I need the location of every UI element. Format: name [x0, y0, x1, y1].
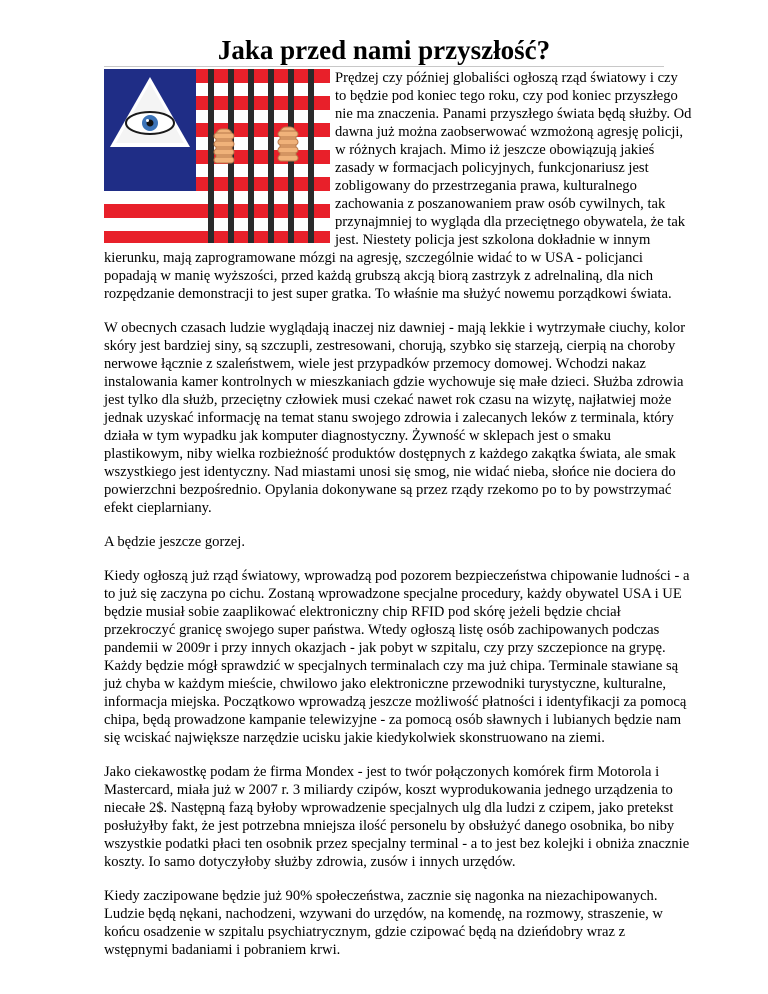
- eye-pyramid-flag-illustration: [104, 69, 330, 243]
- paragraph-6: Kiedy zaczipowane będzie już 90% społeczeństwa, zacznie się nagonka na niezachipowanych. Ludzie będą nękani, nachodzeni, wzywani do urzędów, na komendę, na rozmowy, straszenie, w końcu osadzenie w szpitalu psychiatrycznym, gdzie czipować będą na dzieńdobry wraz z wstępnymi badaniami i pobraniem krwi.: [104, 888, 663, 958]
- paragraph-5: Jako ciekawostkę podam że firma Mondex - jest to twór połączonych komórek firm Motorola i Mastercard, miała już w 2007 r. 3 miliardy czipów, koszt wyprodukowania jednego urządzenia to niecałe 2$. Następną fazą byłoby wprowadzenie specjalnych ulg dla ludzi z czipem, jako pretekst posłużyłby fakt, że jest potrzebna mniejsza ilość personelu by obsłużyć danego osobnika, bo niby wszystkie podatki płaci ten osobnik przez specjalny terminal - a to jest bez kolejki i obniża znacznie koszty. Io samo dotyczyłoby służby zdrowia, zusów i innych urzędów.: [104, 764, 690, 870]
- article-body: [104, 69, 692, 975]
- paragraph-3: A będzie jeszcze gorzej.: [104, 534, 245, 550]
- page-title: Jaka przed nami przyszłość?: [217, 35, 551, 66]
- paragraph-2: W obecnych czasach ludzie wyglądają inaczej niz dawniej - mają lekkie i wytrzymałe ciuchy, kolor skóry jest bardziej siny, są szczupli, zestresowani, chorują, szybko się starzeją, cierpią na choroby nerwowe łącznie z szaleństwem, wiele jest przypadków przemocy domowej. Wchodzi nakaz instalowania kamer kontrolnych w mieszkaniach gdzie wychowuje się małe dzieci. Służba zdrowia jest tylko dla służb, przeciętny człowiek musi czekać nawet rok czasu na wizytę, najłatwiej może jednak uzyskać informację na temat stanu swojego zdrowia i zalecanych leków z terminala, który działa w tym wypadku jak komputer diagnostyczny. Żywność w sklepach jest o smaku plastikowym, niby wielka rozbieżność produktów dostępnych z każdego zakątka świata, ale smak wszystkiego jest identyczny. Nad miastami unosi się smog, nie widać nieba, słońce nie dociera do powierzchni bezpośrednio. Opylania dokonywane są przez rządy rzekomo po to by powstrzymać efekt cieplarniany.: [104, 320, 686, 516]
- paragraph-4: Kiedy ogłoszą już rząd światowy, wprowadzą pod pozorem bezpieczeństwa chipowanie ludności - a to już się zaczyna po cichu. Zostaną wprowadzone specjalne procedury, każdy obywatel USA i UE będzie musiał sobie zaaplikować elektroniczny chip RFID pod skórę jeżeli będzie chciał przekroczyć granicę swojego super państwa. Wtedy ogłoszą listę osób zachipowanych podczas pandemii w 2009r i przy innych okazjach - jak pobyt w szpitalu, czy przy szczepionce na grypę. Każdy będzie mógł sprawdzić w specjalnych terminalach czy ma już chipa. Terminale stawiane są już chyba w każdym mieście, chwilowo jako elektroniczne przewodniki turystyczne, kulturalne, informacja miejska. Początkowo wprowadzą jeszcze możliwość płatności i identyfikacji za pomocą chipa, będą prowadzone kampanie telewizyjne - za pomocą osób sławnych i lubianych będzie nam się wciskać największe narzędzie ucisku jakie kiedykolwiek skonstruowano na ziemi.: [104, 568, 690, 746]
- title-divider: [104, 66, 664, 67]
- paragraph-1: Prędzej czy później globaliści ogłoszą rząd światowy i czy to będzie pod koniec tego roku, czy pod koniec przyszłego nie ma znaczenia. Panami przyszłego świata będą służby. Od dawna już można zaobserwować wzmożoną agresję policji, w różnych krajach. Mimo iż jeszcze obowiązują jakieś zasady w formacjach policyjnych, funkcjonariusz jest zobligowany do przestrzegania prawa, kulturalnego zachowania z poszanowaniem praw osób cywilnych, tak przynajmniej to wygląda dla przeciętnego obywatela, że tak jest. Niestety policja jest szkolona dokładnie w innym kierunku, mają zaprogramowane mózgi na agresję, szczególnie widać to w USA - policjanci popadają w manię wyższości, przed każdą grubszą akcją biorą zastrzyk z adrelnaliną, dla nich rozpędzanie demonstracji to jest super gratka. To właśnie ma służyć nowemu porządkowi świata.: [104, 70, 692, 302]
